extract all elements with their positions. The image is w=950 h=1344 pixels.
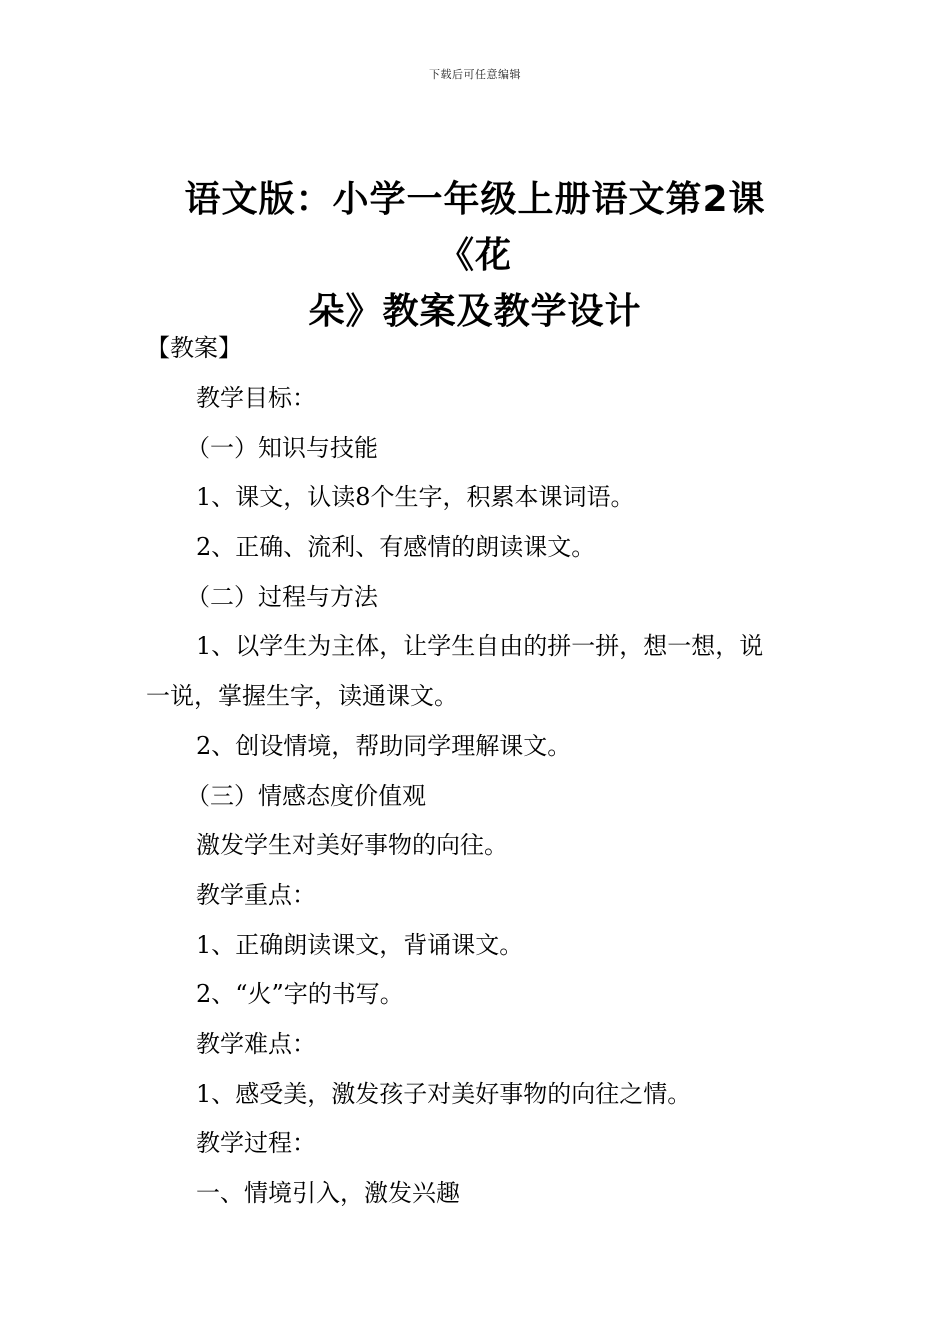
paragraph-line: 一说，掌握生字，读通课文。: [146, 682, 458, 711]
page-header-note: 下载后可任意编辑: [429, 68, 521, 81]
title-line-1: 语文版：小学一年级上册语文第2课《花: [184, 179, 766, 276]
paragraph-line: 2、“火”字的书写。: [196, 980, 404, 1009]
paragraph-line: 2、正确、流利、有感情的朗读课文。: [196, 533, 596, 562]
paragraph-line: 教学重点：: [196, 880, 316, 909]
paragraph-line: 一、情境引入，激发兴趣: [196, 1179, 460, 1207]
paragraph-line: 1、课文，认读8个生字，积累本课词语。: [196, 483, 635, 512]
paragraph-line: （二）过程与方法: [186, 582, 378, 611]
paragraph-line: 2、创设情境，帮助同学理解课文。: [196, 731, 572, 760]
title-line-2: 朵》教案及教学设计: [308, 291, 642, 332]
paragraph-line: 1、正确朗读课文，背诵课文。: [196, 930, 524, 959]
paragraph-line: 教学过程：: [196, 1129, 316, 1158]
paragraph-line: 教学目标：: [196, 384, 316, 412]
paragraph-line: （三）情感态度价值观: [186, 781, 426, 810]
document-title: [150, 172, 800, 340]
document-body: [146, 378, 812, 1223]
paragraph-line: 1、感受美，激发孩子对美好事物的向往之情。: [196, 1079, 692, 1108]
paragraph-line: 1、以学生为主体，让学生自由的拼一拼，想一想，说: [196, 632, 764, 661]
paragraph-line: （一）知识与技能: [186, 433, 378, 462]
paragraph-line: 激发学生对美好事物的向往。: [196, 831, 508, 860]
paragraph-line: 教学难点：: [196, 1029, 316, 1058]
section-tag-lesson-plan: 【教案】: [146, 334, 242, 362]
